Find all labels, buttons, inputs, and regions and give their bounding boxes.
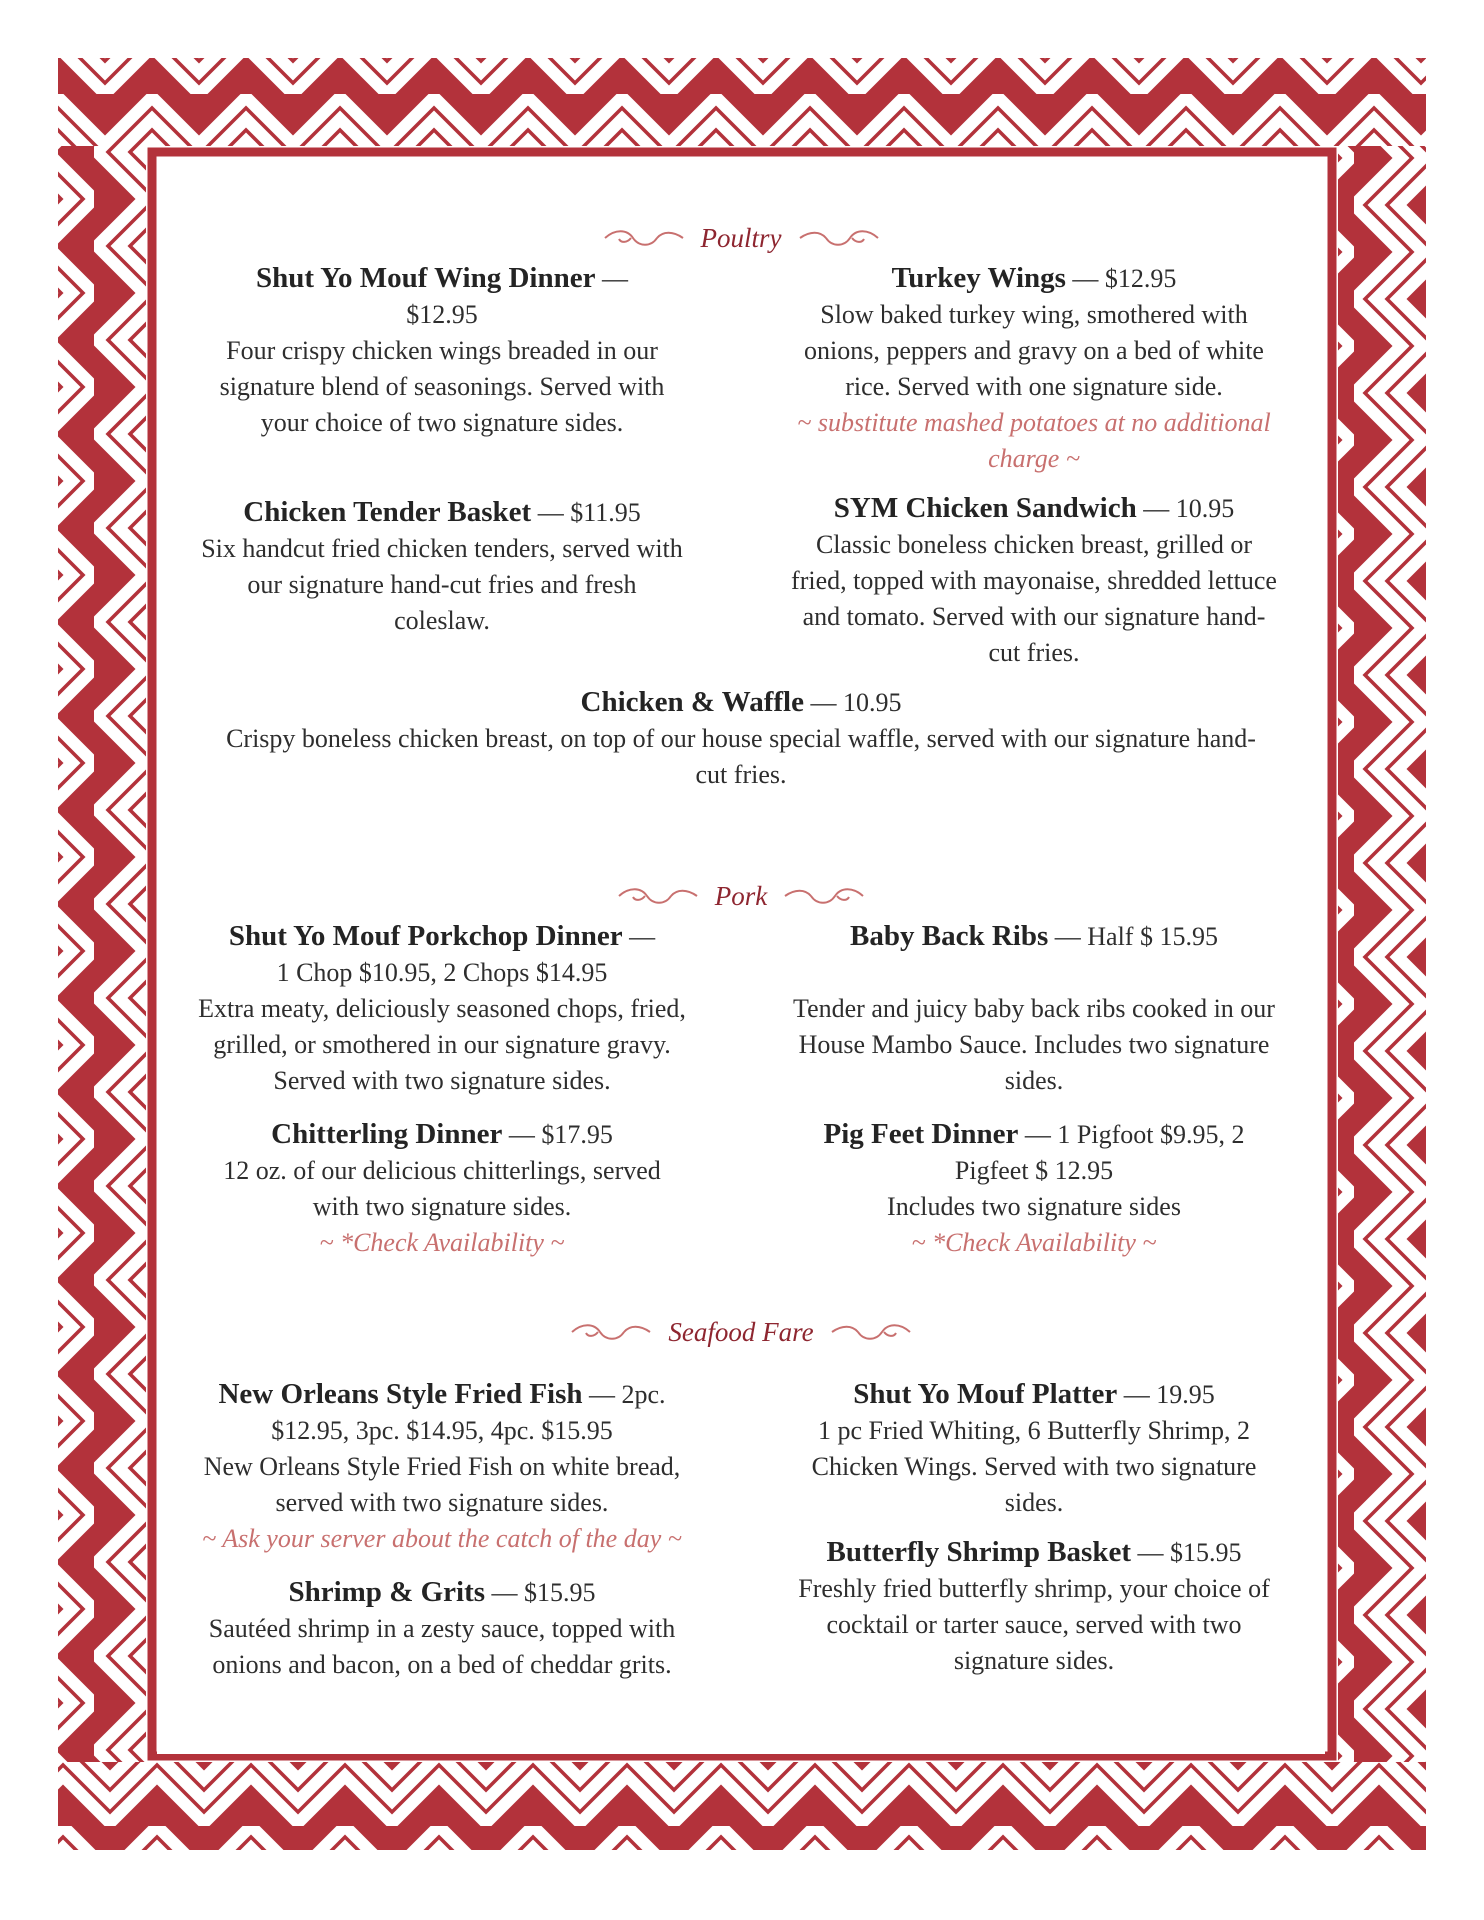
item-description: 12 oz. of our delicious chitterlings, served with two signature sides. xyxy=(223,1156,661,1221)
item-name: Shut Yo Mouf Porkchop Dinner xyxy=(228,920,623,952)
section-title: Pork xyxy=(714,880,768,911)
section-title: Seafood Fare xyxy=(668,1316,814,1347)
item-name: Baby Back Ribs xyxy=(850,920,1049,952)
item-price: $12.95 xyxy=(1104,264,1177,293)
item-name: Turkey Wings xyxy=(891,262,1066,294)
item-description: Slow baked turkey wing, smothered with onions, peppers and gravy on a bed of white rice. Served with one signature side. xyxy=(804,300,1264,401)
item-name: Chicken & Waffle xyxy=(580,686,804,718)
item-name: Chicken Tender Basket xyxy=(243,496,532,528)
item-description: Crispy boneless chicken breast, on top of our house special waffle, served with our signature hand-cut fries. xyxy=(226,724,1256,789)
item-price: 2pc. $12.95, 3pc. $14.95, 4pc. $15.95 xyxy=(271,1380,666,1445)
item-price: $15.95 xyxy=(524,1578,596,1607)
menu-panel xyxy=(157,162,1325,1754)
menu-item-wing-dinner: Shut Yo Mouf Wing Dinner — $12.95 Four crispy chicken wings breaded in our signature blend of seasonings. Served with your choice of two signature sides. xyxy=(197,260,687,441)
menu-item-turkey-wings: Turkey Wings — $12.95 Slow baked turkey wing, smothered with onions, peppers and gravy on a bed of white rice. Served with one signature side. ~ substitute mashed potatoes at no additional charge ~ xyxy=(789,260,1279,477)
item-description: 1 pc Fried Whiting, 6 Butterfly Shrimp, 2 Chicken Wings. Served with two signature sides. xyxy=(811,1416,1257,1517)
item-price: 1 Chop $10.95, 2 Chops $14.95 xyxy=(276,958,608,987)
item-price: Half $ 15.95 xyxy=(1087,922,1218,951)
item-description: Six handcut fried chicken tenders, served with our signature hand-cut fries and fresh coleslaw. xyxy=(201,534,683,635)
item-price: $15.95 xyxy=(1170,1538,1242,1567)
item-description: Classic boneless chicken breast, grilled or fried, topped with mayonaise, shredded lettuce and tomato. Served with our signature hand-cut fries. xyxy=(791,530,1277,667)
item-description: Sautéed shrimp in a zesty sauce, topped with onions and bacon, on a bed of cheddar grits. xyxy=(208,1614,676,1679)
section-title: Poultry xyxy=(700,222,782,253)
item-description: Tender and juicy baby back ribs cooked in our House Mambo Sauce. Includes two signature sides. xyxy=(793,994,1275,1095)
item-note: ~ Ask your server about the catch of the day ~ xyxy=(202,1524,682,1553)
item-name: Shut Yo Mouf Wing Dinner xyxy=(256,262,596,294)
item-name: Pig Feet Dinner xyxy=(823,1118,1019,1150)
menu-item-platter: Shut Yo Mouf Platter — 19.95 1 pc Fried Whiting, 6 Butterfly Shrimp, 2 Chicken Wings. Served with two signature sides. xyxy=(789,1376,1279,1521)
menu-item-shrimp-and-grits: Shrimp & Grits — $15.95 Sautéed shrimp in a zesty sauce, topped with onions and bacon, on a bed of cheddar grits. xyxy=(197,1574,687,1683)
item-name: Shrimp & Grits xyxy=(288,1576,486,1608)
menu-item-butterfly-shrimp-basket: Butterfly Shrimp Basket — $15.95 Freshly fried butterfly shrimp, your choice of cocktail or tarter sauce, served with two signature sides. xyxy=(789,1534,1279,1679)
item-description: Four crispy chicken wings breaded in our signature blend of seasonings. Served with your choice of two signature sides. xyxy=(219,336,665,437)
menu-item-chicken-and-waffle: Chicken & Waffle — 10.95 Crispy boneless chicken breast, on top of our house special waffle, served with our signature hand-cut fries. xyxy=(217,684,1265,793)
item-price: $12.95 xyxy=(406,300,478,329)
menu-item-fried-fish: New Orleans Style Fried Fish — 2pc. $12.95, 3pc. $14.95, 4pc. $15.95 New Orleans Style Fried Fish on white bread, served with two signature sides. ~ Ask your server about the catch of the day ~ xyxy=(197,1376,687,1557)
item-description: Includes two signature sides xyxy=(887,1192,1181,1221)
menu-item-sym-chicken-sandwich: SYM Chicken Sandwich — 10.95 Classic boneless chicken breast, grilled or fried, topped with mayonaise, shredded lettuce and tomato. Served with our signature hand-cut fries. xyxy=(789,490,1279,671)
section-header-seafood xyxy=(157,1312,1325,1352)
item-description: Freshly fried butterfly shrimp, your choice of cocktail or tarter sauce, served with two signature sides. xyxy=(798,1574,1270,1675)
menu-item-chicken-tender-basket: Chicken Tender Basket — $11.95 Six handcut fried chicken tenders, served with our signature hand-cut fries and fresh coleslaw. xyxy=(197,494,687,639)
item-description: Extra meaty, deliciously seasoned chops, fried, grilled, or smothered in our signature gravy. Served with two signature sides. xyxy=(198,994,686,1095)
menu-item-chitterling-dinner: Chitterling Dinner — $17.95 12 oz. of our delicious chitterlings, served with two signature sides. ~ *Check Availability ~ xyxy=(197,1116,687,1261)
item-name: Butterfly Shrimp Basket xyxy=(826,1536,1131,1568)
menu-item-porkchop-dinner: Shut Yo Mouf Porkchop Dinner — 1 Chop $10.95, 2 Chops $14.95 Extra meaty, deliciously seasoned chops, fried, grilled, or smothered in our signature gravy. Served with two signature sides. xyxy=(197,918,687,1099)
item-price: 19.95 xyxy=(1156,1380,1215,1409)
item-note: ~ *Check Availability ~ xyxy=(319,1228,565,1257)
item-price: 10.95 xyxy=(842,688,902,717)
item-price: $17.95 xyxy=(541,1120,613,1149)
flourish-left-icon xyxy=(568,1321,654,1343)
item-name: Shut Yo Mouf Platter xyxy=(853,1378,1118,1410)
menu-item-pig-feet-dinner: Pig Feet Dinner — 1 Pigfoot $9.95, 2 Pigfeet $ 12.95 Includes two signature sides ~ *Check Availability ~ xyxy=(789,1116,1279,1261)
flourish-right-icon xyxy=(828,1321,914,1343)
item-name: New Orleans Style Fried Fish xyxy=(218,1378,583,1410)
menu-item-baby-back-ribs: Baby Back Ribs — Half $ 15.95 Tender and juicy baby back ribs cooked in our House Mambo Sauce. Includes two signature sides. xyxy=(789,918,1279,1099)
item-price: 10.95 xyxy=(1175,494,1235,523)
item-note: ~ substitute mashed potatoes at no additional charge ~ xyxy=(797,408,1271,473)
item-price: $11.95 xyxy=(570,498,641,527)
flourish-left-icon xyxy=(615,885,701,907)
item-price: 1 Pigfoot $9.95, 2 Pigfeet $ 12.95 xyxy=(954,1120,1245,1185)
flourish-left-icon xyxy=(601,227,687,249)
item-name: SYM Chicken Sandwich xyxy=(833,492,1137,524)
item-name: Chitterling Dinner xyxy=(271,1118,503,1150)
section-header-pork xyxy=(157,876,1325,916)
item-description: New Orleans Style Fried Fish on white bread, served with two signature sides. xyxy=(203,1452,681,1517)
flourish-right-icon xyxy=(781,885,867,907)
flourish-right-icon xyxy=(796,227,882,249)
section-header-poultry xyxy=(157,218,1325,258)
item-note: ~ *Check Availability ~ xyxy=(911,1228,1157,1257)
